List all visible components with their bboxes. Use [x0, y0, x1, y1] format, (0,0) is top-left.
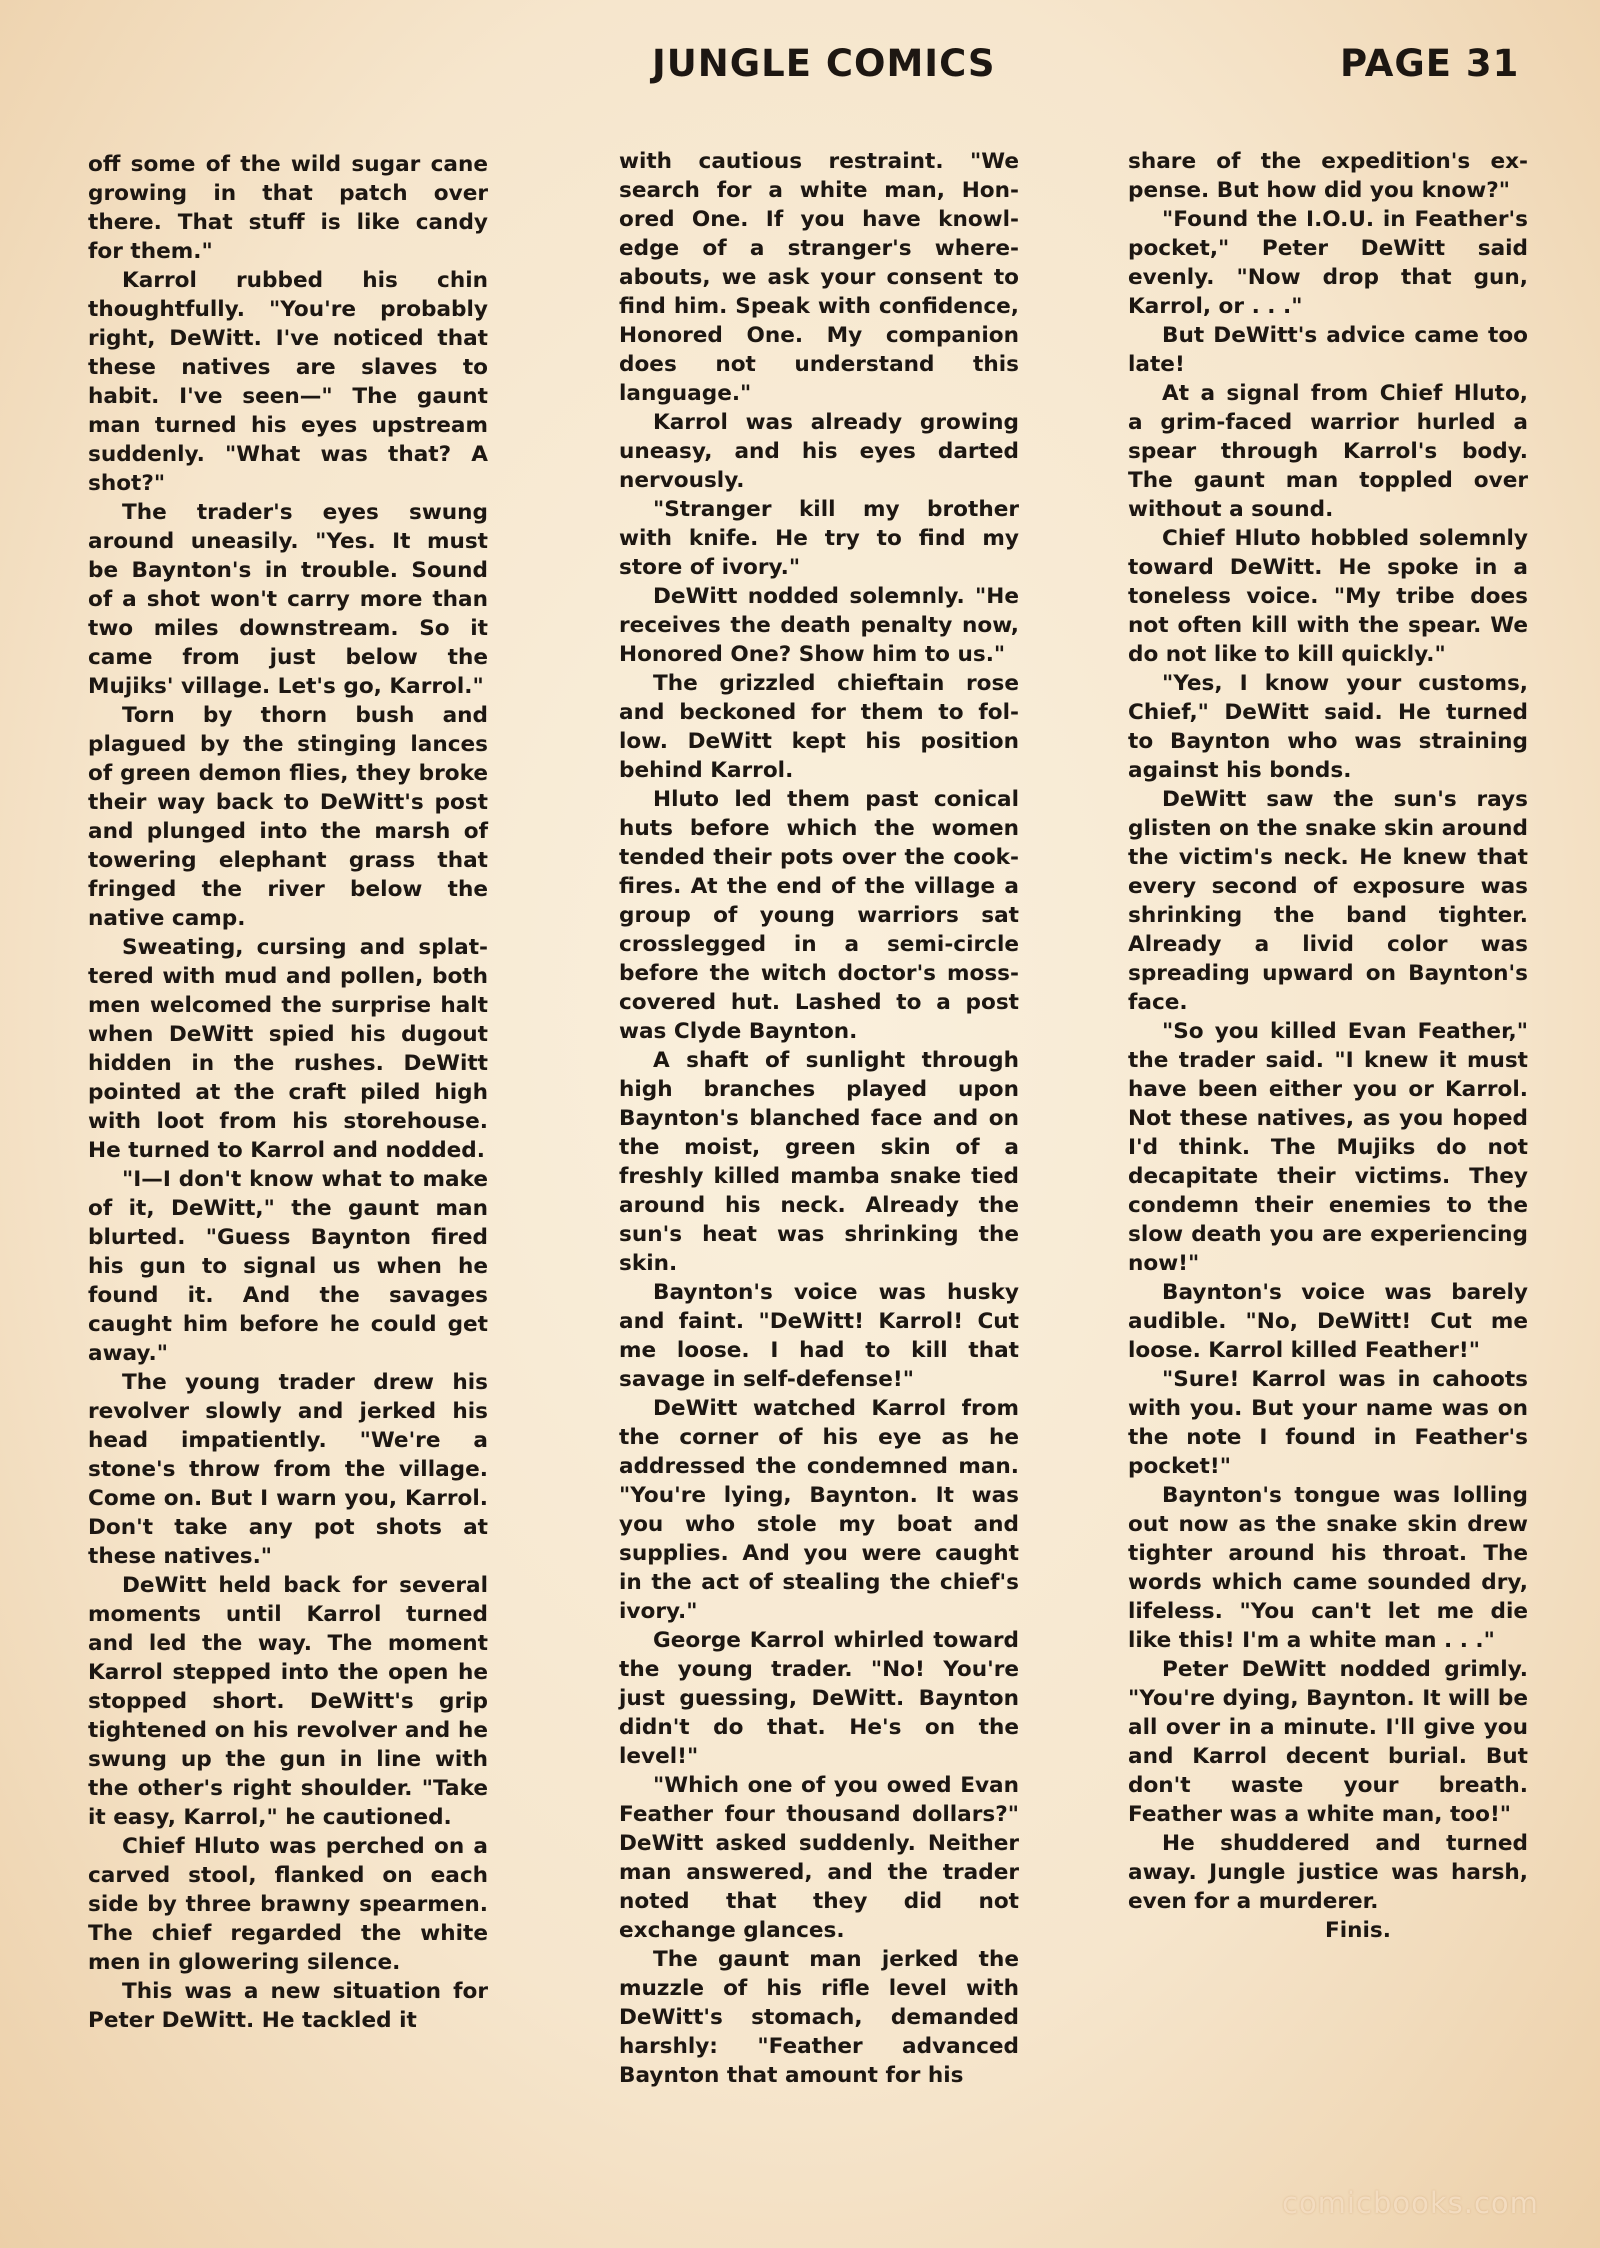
paragraph: DeWitt watched Karrol from the corner of his eye as he addressed the condemned man. "You're lying, Baynton. It was you who stole my boat and supplies. And you were caught in the act of stealing the chief's ivory."	[619, 1396, 1019, 1624]
paragraph: "So you killed Evan Feather," the trader said. "I knew it must have been either you or Karrol. Not these natives, as you hoped I'd think. The Mujiks do not decapitate their victims. They condemn their enemies to the slow death you are experiencing now!"	[1128, 1019, 1528, 1276]
paragraph: The gaunt man jerked the muzzle of his rifle level with DeWitt's stomach, demanded harshly: "Feather advanced Baynton that amount for his	[619, 1947, 1019, 2088]
paragraph: DeWitt saw the sun's rays glisten on the snake skin around the victim's neck. He knew that every second of exposure was shrinking the band tighter. Already a livid color was spreading upward on Baynton's face.	[1128, 787, 1528, 1015]
paragraph: The trader's eyes swung around uneasily. "Yes. It must be Baynton's in trouble. Sound of a shot won't carry more than two miles downstream. So it came from just below the Mujiks' village. Let's go, Karrol."	[88, 500, 488, 699]
paragraph: He shuddered and turned away. Jungle justice was harsh, even for a murderer.	[1128, 1831, 1528, 1914]
paragraph: Baynton's voice was barely audible. "No, DeWitt! Cut me loose. Karrol killed Feather!"	[1128, 1280, 1528, 1363]
paragraph: DeWitt nodded solemnly. "He receives the death penalty now, Honored One? Show him to us."	[619, 584, 1019, 667]
text-column-3	[1128, 147, 1528, 1945]
magazine-title: JUNGLE COMICS	[652, 42, 996, 85]
paragraph: with cautious restraint. "We search for a white man, Honored One. If you have knowledge of a stranger's whereabouts, we ask your consent to find him. Speak with confidence, Honored One. My companion does not understand this language."	[619, 149, 1019, 406]
paragraph: Peter DeWitt nodded grimly. "You're dying, Baynton. It will be all over in a minute. I'll give you and Karrol decent burial. But don't waste your breath. Feather was a white man, too!"	[1128, 1657, 1528, 1827]
text-column-1	[88, 150, 488, 2035]
paragraph: Karrol rubbed his chin thoughtfully. "You're probably right, DeWitt. I've noticed that these natives are slaves to habit. I've seen—" The gaunt man turned his eyes upstream suddenly. "What was that? A shot?"	[88, 268, 488, 496]
paragraph: Chief Hluto was perched on a carved stool, flanked on each side by three brawny spearmen. The chief regarded the white men in glowering silence.	[88, 1834, 488, 1975]
paragraph: DeWitt held back for several moments until Karrol turned and led the way. The moment Karrol stepped into the open he stopped short. DeWitt's grip tightened on his revolver and he swung up the gun in line with the other's right shoulder. "Take it easy, Karrol," he cautioned.	[88, 1573, 488, 1830]
paragraph: off some of the wild sugar cane growing in that patch over there. That stuff is like candy for them."	[88, 152, 488, 264]
paragraph: This was a new situation for Peter DeWitt. He tackled it	[88, 1979, 488, 2033]
paragraph: share of the expedition's expense. But how did you know?"	[1128, 149, 1528, 203]
paragraph: Hluto led them past conical huts before which the women tended their pots over the cook-fires. At the end of the village a group of young warriors sat crosslegged in a semi-circle before the witch doctor's moss-covered hut. Lashed to a post was Clyde Baynton.	[619, 787, 1019, 1044]
watermark: comicbooks.com	[1282, 2186, 1539, 2220]
paragraph: Chief Hluto hobbled solemnly toward DeWitt. He spoke in a toneless voice. "My tribe does not often kill with the spear. We do not like to kill quickly."	[1128, 526, 1528, 667]
page-header	[0, 38, 1600, 98]
page-number: PAGE 31	[1340, 42, 1520, 85]
paragraph: The grizzled chieftain rose and beckoned for them to follow. DeWitt kept his position behind Karrol.	[619, 671, 1019, 783]
paragraph: Baynton's voice was husky and faint. "DeWitt! Karrol! Cut me loose. I had to kill that savage in self-defense!"	[619, 1280, 1019, 1392]
paragraph: Torn by thorn bush and plagued by the stinging lances of green demon flies, they broke their way back to DeWitt's post and plunged into the marsh of towering elephant grass that fringed the river below the native camp.	[88, 703, 488, 931]
paragraph: "Which one of you owed Evan Feather four thousand dollars?" DeWitt asked suddenly. Neither man answered, and the trader noted that they did not exchange glances.	[619, 1773, 1019, 1943]
paragraph: "Stranger kill my brother with knife. He try to find my store of ivory."	[619, 497, 1019, 580]
paragraph: "Found the I.O.U. in Feather's pocket," Peter DeWitt said evenly. "Now drop that gun, Karrol, or . . ."	[1128, 207, 1528, 319]
paragraph: "I—I don't know what to make of it, DeWitt," the gaunt man blurted. "Guess Baynton fired his gun to signal us when he found it. And the savages caught him before he could get away."	[88, 1167, 488, 1366]
text-column-2	[619, 147, 1019, 2090]
paragraph: George Karrol whirled toward the young trader. "No! You're just guessing, DeWitt. Baynton didn't do that. He's on the level!"	[619, 1628, 1019, 1769]
paragraph: Karrol was already growing uneasy, and his eyes darted nervously.	[619, 410, 1019, 493]
paragraph: "Sure! Karrol was in cahoots with you. But your name was on the note I found in Feather's pocket!"	[1128, 1367, 1528, 1479]
paragraph: The young trader drew his revolver slowly and jerked his head impatiently. "We're a stone's throw from the village. Come on. But I warn you, Karrol. Don't take any pot shots at these natives."	[88, 1370, 488, 1569]
paragraph: At a signal from Chief Hluto, a grim-faced warrior hurled a spear through Karrol's body. The gaunt man toppled over without a sound.	[1128, 381, 1528, 522]
paragraph: A shaft of sunlight through high branches played upon Baynton's blanched face and on the moist, green skin of a freshly killed mamba snake tied around his neck. Already the sun's heat was shrinking the skin.	[619, 1048, 1019, 1276]
paragraph: "Yes, I know your customs, Chief," DeWitt said. He turned to Baynton who was straining against his bonds.	[1128, 671, 1528, 783]
paragraph: But DeWitt's advice came too late!	[1128, 323, 1528, 377]
paragraph: Finis.	[1325, 1918, 1391, 1943]
paragraph: Sweating, cursing and splattered with mud and pollen, both men welcomed the surprise halt when DeWitt spied his dugout hidden in the rushes. DeWitt pointed at the craft piled high with loot from his storehouse. He turned to Karrol and nodded.	[88, 935, 488, 1163]
paragraph: Baynton's tongue was lolling out now as the snake skin drew tighter around his throat. The words which came sounded dry, lifeless. "You can't let me die like this! I'm a white man . . ."	[1128, 1483, 1528, 1653]
